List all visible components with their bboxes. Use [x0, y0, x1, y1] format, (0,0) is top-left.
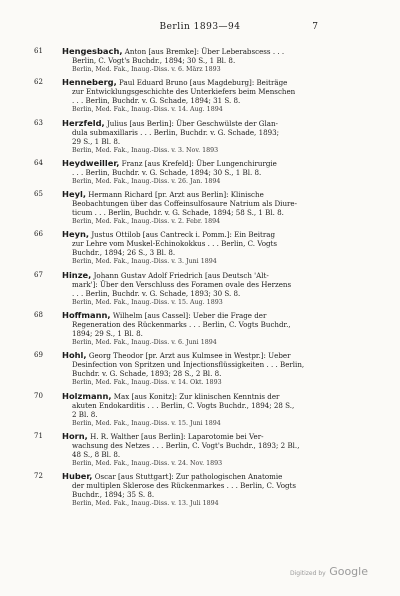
entry-number: 62 [34, 78, 43, 87]
entry-number: 66 [34, 230, 43, 239]
dissertation-note: Berlin, Med. Fak., Inaug.-Diss. v. 26. Jan. 1894 [72, 177, 221, 185]
author-surname: Hinze, [62, 269, 92, 280]
entry-continuation-line: ticum . . . Berlin, Buchdr. v. G. Schade, 1894; 58 S., 1 Bl. 8. [72, 208, 284, 218]
page-header [0, 22, 400, 36]
dissertation-note: Berlin, Med. Fak., Inaug.-Diss. v. 24. Nov. 1893 [72, 459, 223, 467]
entry-continuation-line: 1894; 29 S., 1 Bl. 8. [72, 329, 143, 339]
entry-continuation-line: dula submaxillaris . . . Berlin, Buchdr. v. G. Schade, 1893; [72, 127, 280, 137]
entry-number: 61 [34, 47, 43, 55]
author-surname: Hengesbach, [62, 46, 123, 56]
entry-number: 63 [34, 118, 43, 127]
author-surname: Heyn, [62, 229, 90, 240]
entry-first-line [62, 472, 314, 481]
entry-continuation-line: Desinfection von Spritzen und Injectionsflüssigkeiten . . . Berlin, [72, 360, 305, 370]
entry-continuation-line: Buchdr. v. G. Schade, 1893; 28 S., 2 Bl. 8. [72, 369, 222, 379]
entry-continuation-line: Buchdr., 1894; 26 S., 3 Bl. 8. [72, 248, 176, 258]
entry-continuation-line: zur Lehre vom Muskel-Echinokokkus . . . Berlin, C. Vogts [72, 239, 278, 249]
entry-first-line [62, 311, 314, 320]
entry-continuation-line: Buchdr., 1894; 35 S. 8. [72, 490, 155, 500]
entry-title-start: Wilhelm [aus Cassel]: Ueber die Frage der [112, 311, 267, 321]
entry-number: 71 [34, 431, 43, 440]
bibliography-entry [34, 47, 314, 74]
watermark-prefix: Digitized by [290, 570, 326, 577]
bibliography-entry [34, 432, 314, 468]
entry-continuation-line: akuten Endokarditis . . . Berlin, C. Vogts Buchdr., 1894; 28 S., [72, 400, 295, 410]
bibliography-entry [34, 190, 314, 226]
entry-continuation-line: 2 Bl. 8. [72, 409, 98, 419]
watermark-brand: Google [329, 565, 368, 578]
author-surname: Hohl, [62, 350, 87, 361]
bibliography-entry [34, 159, 314, 186]
entry-continuation-line: mark']: Über den Verschluss des Foramen ovale des Herzens [72, 279, 292, 289]
bibliography-entry [34, 392, 314, 428]
entry-title-start: Paul Eduard Bruno [aus Magdeburg]: Beiträge [119, 78, 288, 88]
author-surname: Herzfeld, [62, 117, 105, 128]
bibliography-entry [34, 271, 314, 307]
dissertation-note: Berlin, Med. Fak., Inaug.-Diss. v. 14. Aug. 1894 [72, 106, 223, 114]
dissertation-note: Berlin, Med. Fak., Inaug.-Diss. v. 6. März 1893 [72, 66, 221, 73]
entry-first-line [62, 78, 314, 87]
entry-first-line [62, 271, 314, 280]
dissertation-note: Berlin, Med. Fak., Inaug.-Diss. v. 14. Okt. 1893 [72, 379, 222, 387]
entry-number: 67 [34, 270, 43, 279]
author-surname: Heydweiller, [62, 157, 120, 168]
entry-first-line [62, 351, 314, 360]
author-surname: Hoffmann, [62, 310, 111, 321]
author-surname: Henneberg, [62, 77, 117, 88]
entry-title-start: Georg Theodor [pr. Arzt aus Kulmsee in Westpr.]: Ueber [88, 351, 291, 361]
bibliography-entry [34, 78, 314, 114]
dissertation-note: Berlin, Med. Fak., Inaug.-Diss. v. 15. Aug. 1893 [72, 298, 223, 306]
running-title: Berlin 1893—94 [159, 22, 241, 32]
author-surname: Holzmann, [62, 390, 112, 401]
entry-title-start: Anton [aus Bremke]: Über Leberabscess . . . [124, 47, 285, 56]
author-surname: Heyl, [62, 189, 86, 200]
entry-title-start: Max [aus Konitz]: Zur klinischen Kenntnis der [113, 391, 280, 401]
dissertation-note: Berlin, Med. Fak., Inaug.-Diss. v. 2. Febr. 1894 [72, 218, 221, 226]
entry-continuation-line: 29 S., 1 Bl. 8. [72, 136, 121, 146]
entry-continuation-line: wachsung des Netzes . . . Berlin, C. Vogt's Buchdr., 1893; 2 Bl., [72, 440, 300, 450]
google-watermark [290, 565, 368, 578]
dissertation-note: Berlin, Med. Fak., Inaug.-Diss. v. 15. Juni 1894 [72, 419, 221, 427]
entry-title-start: Franz [aus Krefeld]: Über Lungenchirurgie [121, 158, 277, 168]
entry-first-line [62, 392, 314, 401]
bibliography-entry [34, 351, 314, 387]
entry-title-start: Julius [aus Berlin]: Über Geschwülste der Glan- [106, 118, 278, 128]
entry-first-line [62, 432, 314, 441]
dissertation-note: Berlin, Med. Fak., Inaug.-Diss. v. 6. Juni 1894 [72, 339, 217, 347]
entry-title-start: Johann Gustav Adolf Friedrich [aus Deutsch 'Alt- [93, 270, 269, 280]
entry-number: 65 [34, 190, 43, 199]
entry-continuation-line: . . . Berlin, Buchdr. v. G. Schade, 1893; 30 S. 8. [72, 288, 241, 298]
entry-continuation-line: . . . Berlin, Buchdr. v. G. Schade, 1894; 31 S. 8. [72, 96, 241, 106]
entry-title-start: Justus Ottilob [aus Cantreck i. Pomm.]: Ein Beitrag [91, 230, 276, 240]
dissertation-note: Berlin, Med. Fak., Inaug.-Diss. v. 3. Nov. 1893 [72, 146, 219, 154]
bibliography-entry [34, 119, 314, 155]
entry-title-start: H. R. Walther [aus Berlin]: Laparotomie bei Ver- [90, 431, 264, 441]
dissertation-note: Berlin, Med. Fak., Inaug.-Diss. v. 3. Juni 1894 [72, 258, 217, 266]
entry-continuation-line: der multiplen Sklerose des Rückenmarkes . . . Berlin, C. Vogts [72, 481, 297, 491]
entry-continuation-line: Beobachtungen über das Coffeinsulfosaure Natrium als Diure- [72, 199, 297, 209]
entry-first-line [62, 190, 314, 199]
entry-number: 69 [34, 351, 43, 360]
bibliography-list [34, 47, 314, 513]
entry-number: 64 [34, 158, 43, 167]
page-number: 7 [312, 22, 318, 32]
bibliography-entry [34, 472, 314, 508]
entry-first-line [62, 230, 314, 239]
entry-continuation-line: zur Entwicklungsgeschichte des Unterkiefers beim Menschen [72, 87, 296, 97]
entry-number: 70 [34, 391, 43, 400]
bibliography-entry [34, 230, 314, 266]
entry-number: 72 [34, 472, 43, 481]
entry-continuation-line: . . . Berlin, Buchdr. v. G. Schade, 1894; 30 S., 1 Bl. 8. [72, 167, 262, 177]
entry-first-line [62, 47, 314, 56]
entry-title-start: Hermann Richard [pr. Arzt aus Berlin]: Klinische [88, 190, 264, 200]
entry-continuation-line: Regeneration des Rückenmarks . . . Berlin, C. Vogts Buchdr., [72, 320, 291, 330]
entry-first-line [62, 119, 314, 128]
bibliography-entry [34, 311, 314, 347]
author-surname: Huber, [62, 471, 93, 482]
entry-first-line [62, 159, 314, 168]
entry-continuation-line: Berlin, C. Vogt's Buchdr., 1894; 30 S., 1 Bl. 8. [72, 56, 236, 65]
entry-continuation-line: 48 S., 8 Bl. 8. [72, 449, 121, 459]
dissertation-note: Berlin, Med. Fak., Inaug.-Diss. v. 13. Juli 1894 [72, 500, 219, 508]
entry-title-start: Oscar [aus Stuttgart]: Zur pathologischen Anatomie [94, 472, 283, 482]
entry-number: 68 [34, 311, 43, 320]
author-surname: Horn, [62, 430, 88, 441]
